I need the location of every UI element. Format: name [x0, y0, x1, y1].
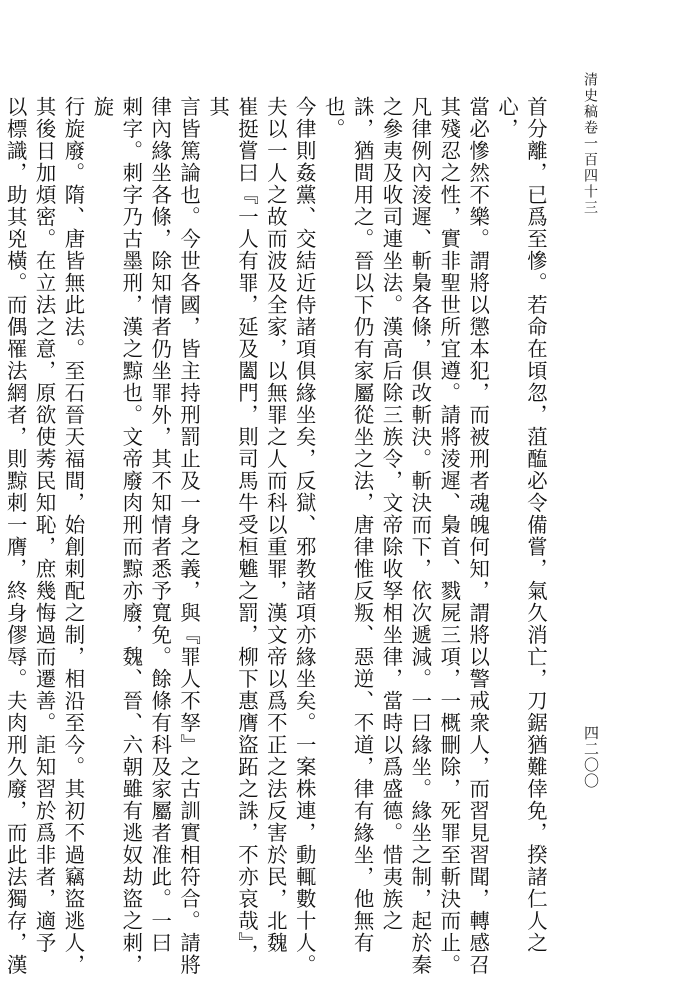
- text-column: 凡律例內淩遲、斬梟各條，俱改斬決。斬決而下，依次遞減。一曰緣坐。緣坐之制，起於秦: [408, 96, 433, 976]
- text-column: 首分離，已爲至慘。若命在頃忽，菹醢必令備嘗，氣久消亡，刀鋸猶難倖免，揆諸仁人之心，: [495, 96, 548, 954]
- page-number: 四二〇〇: [582, 725, 600, 789]
- text-column: 當必慘然不樂。謂將以懲本犯，而被刑者魂魄何知，謂將以警戒衆人，而習見習聞，轉感召: [466, 96, 491, 976]
- text-column: 行旋廢。隋、唐皆無此法。至石晉天福間，始創刺配之制，相沿至今。其初不過竊盜逃人，: [61, 96, 86, 976]
- text-column: 其後日加煩密。在立法之意，原欲使莠民知恥，庶幾悔過而遷善。詎知習於爲非者，適予: [32, 96, 57, 954]
- text-column: 言皆篤論也。今世各國，皆主持刑罰止及一身之義，與『罪人不孥』之古訓實相符合。請將: [177, 96, 202, 976]
- text-column: 今律則姦黨、交結近侍諸項俱緣坐矣，反獄、邪教諸項亦緣坐矣。一案株連，動輒數十人。: [292, 96, 317, 976]
- text-column: 誅，猶間用之。晉以下仍有家屬從坐之法，唐律惟反叛、惡逆、不道，律有緣坐，他無有也。: [321, 96, 375, 954]
- text-column: 以標識，助其兇橫。而偶罹法網者，則黥刺一膺，終身僇辱。夫肉刑久廢，而此法獨存，漢: [3, 96, 28, 976]
- running-header: 清史稿卷一百四十三: [582, 72, 598, 216]
- text-column: 之參夷及收司連坐法。漢高后除三族令，文帝除收孥相坐律，當時以爲盛德。惜夷族之: [379, 96, 404, 932]
- text-column: 夫以一人之故而波及全家，以無罪之人而科以重罪，漢文帝以爲不正之法反害於民，北魏: [263, 96, 288, 954]
- body-text: [3, 96, 550, 986]
- text-column: 律內緣坐各條，除知情者仍坐罪外，其不知情者悉予寬免。餘條有科及家屬者准此。一曰: [148, 96, 173, 954]
- text-column: 刺字。刺字乃古墨刑，漢之黥也。文帝廢肉刑而黥亦廢，魏、晉、六朝雖有逃奴劫盜之刺，旋: [90, 96, 144, 976]
- text-column: 崔挺嘗曰『一人有罪，延及闔門，則司馬牛受桓魋之罰，柳下惠膺盜跖之誅，不亦哀哉』，其: [206, 96, 259, 966]
- text-column: 其殘忍之性，實非聖世所宜遵。請將淩遲、梟首、戮屍三項，一概刪除，死罪至斬決而止。: [437, 96, 462, 976]
